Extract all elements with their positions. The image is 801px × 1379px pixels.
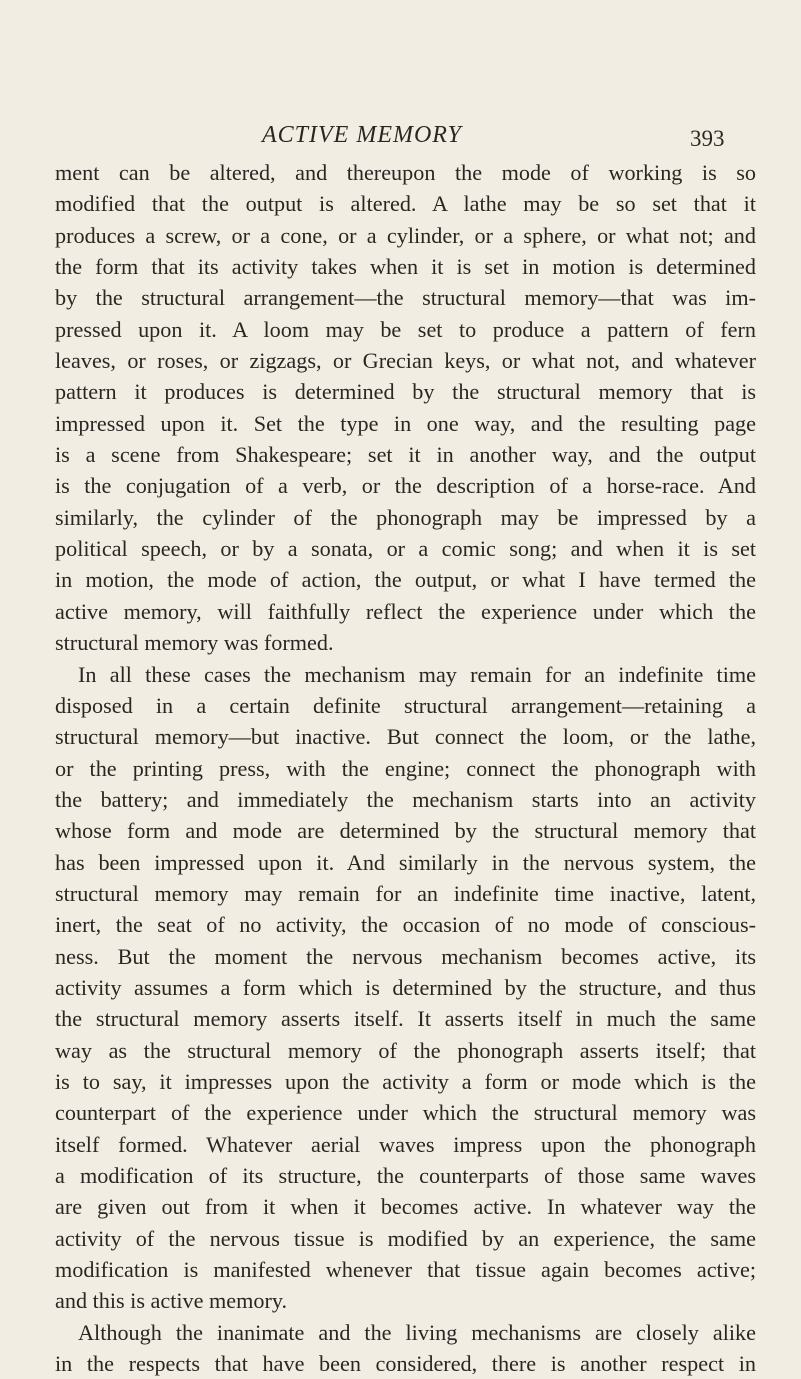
- text-line: by the structural arrangement—the structural memory—that was im-: [55, 285, 756, 311]
- text-line: modification is manifested whenever that tissue again becomes active;: [55, 1257, 756, 1283]
- text-line: produces a screw, or a cone, or a cylinder, or a sphere, or what not; and: [55, 222, 756, 248]
- text-line: the structural memory asserts itself. It asserts itself in much the same: [55, 1006, 756, 1032]
- text-line: is to say, it impresses upon the activity a form or mode which is the: [55, 1068, 756, 1094]
- text-line: pressed upon it. A loom may be set to produce a pattern of fern: [55, 316, 756, 342]
- text-line: or the printing press, with the engine; connect the phonograph with: [55, 755, 756, 781]
- text-line: way as the structural memory of the phonograph asserts itself; that: [55, 1037, 756, 1063]
- text-line: the battery; and immediately the mechanism starts into an activity: [55, 786, 756, 812]
- text-line: is a scene from Shakespeare; set it in another way, and the output: [55, 442, 756, 468]
- text-line: itself formed. Whatever aerial waves impress upon the phonograph: [55, 1131, 756, 1157]
- text-line: ment can be altered, and thereupon the mode of working is so: [55, 160, 756, 185]
- text-line: leaves, or roses, or zigzags, or Grecian keys, or what not, and whatever: [55, 348, 756, 374]
- text-line: whose form and mode are determined by the structural memory that: [55, 818, 756, 844]
- text-line: similarly, the cylinder of the phonograph may be impressed by a: [55, 504, 756, 530]
- text-line: counterpart of the experience under which the structural memory was: [55, 1100, 756, 1126]
- text-line: structural memory was formed.: [55, 630, 334, 656]
- text-line: pattern it produces is determined by the structural memory that is: [55, 379, 756, 405]
- text-line: structural memory—but inactive. But connect the loom, or the lathe,: [55, 724, 756, 750]
- text-line: and this is active memory.: [55, 1288, 288, 1314]
- text-line: inert, the seat of no activity, the occasion of no mode of conscious-: [55, 912, 756, 938]
- page-number: 393: [690, 126, 725, 151]
- text-line: the form that its activity takes when it is set in motion is determined: [55, 254, 756, 280]
- text-line: a modification of its structure, the counterparts of those same waves: [55, 1163, 756, 1188]
- text-line: political speech, or by a sonata, or a comic song; and when it is set: [55, 536, 756, 562]
- text-line: has been impressed upon it. And similarly in the nervous system, the: [55, 849, 756, 875]
- body-text: [55, 157, 756, 1379]
- text-line: are given out from it when it becomes active. In whatever way the: [55, 1194, 756, 1220]
- text-line: modified that the output is altered. A lathe may be so set that it: [55, 191, 756, 217]
- text-line: is the conjugation of a verb, or the description of a horse-race. And: [55, 473, 756, 499]
- text-line: activity assumes a form which is determined by the structure, and thus: [55, 974, 756, 1000]
- text-line: Although the inanimate and the living mechanisms are closely alike: [78, 1319, 756, 1345]
- text-line: in the respects that have been considered, there is another respect in: [55, 1351, 756, 1377]
- text-line: structural memory may remain for an indefinite time inactive, latent,: [55, 880, 756, 906]
- text-line: impressed upon it. Set the type in one way, and the resulting page: [55, 410, 756, 436]
- text-line: ness. But the moment the nervous mechanism becomes active, its: [55, 943, 756, 969]
- text-line: active memory, will faithfully reflect the experience under which the: [55, 598, 756, 624]
- running-head: ACTIVE MEMORY: [262, 122, 462, 148]
- text-line: In all these cases the mechanism may remain for an indefinite time: [78, 661, 756, 687]
- text-line: activity of the nervous tissue is modified by an experience, the same: [55, 1225, 756, 1251]
- text-line: disposed in a certain definite structural arrangement—retaining a: [55, 692, 756, 718]
- text-line: in motion, the mode of action, the output, or what I have termed the: [55, 567, 756, 593]
